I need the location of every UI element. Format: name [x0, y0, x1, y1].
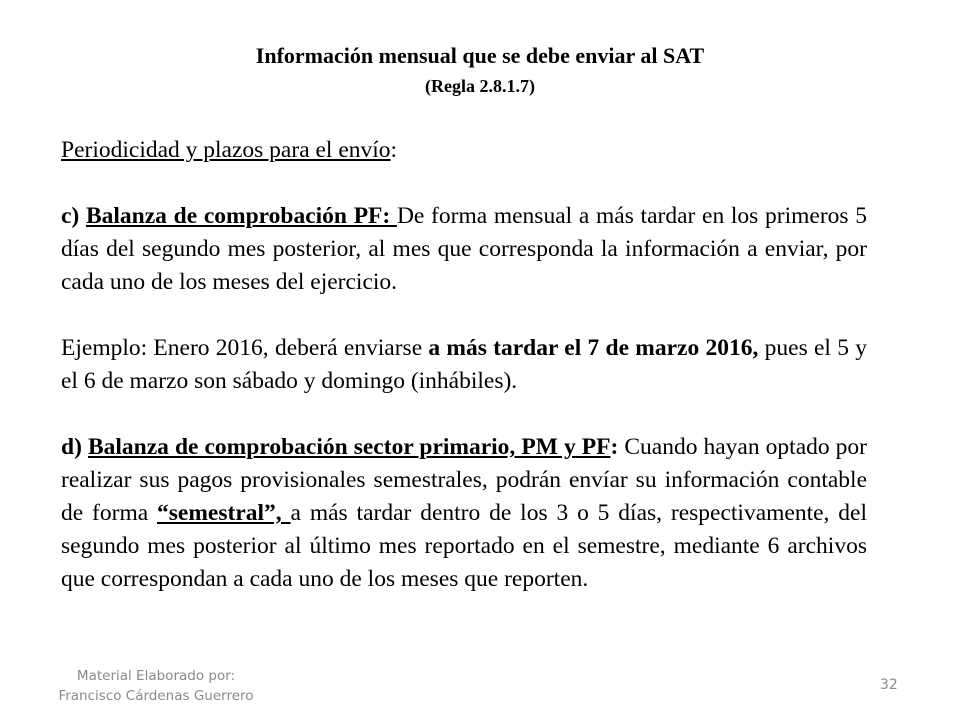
- section-heading-text: Periodicidad y plazos para el envío: [61, 137, 391, 163]
- footer-credit-line2: Francisco Cárdenas Guerrero: [58, 688, 254, 704]
- paragraph-item-d: [61, 431, 867, 596]
- footer-credit: [36, 666, 276, 706]
- page-number: 32: [880, 677, 898, 693]
- item-d-label: Balanza de comprobación sector primario, PM y PF: [87, 434, 611, 460]
- example-deadline: a más tardar el 7 de marzo 2016,: [428, 335, 759, 361]
- item-d-text-before: Cuando hayan optado por realizar sus pagos provisionales semestrales, podrán envíar su información contable de forma: [61, 434, 867, 526]
- item-c-text: De forma mensual a más tardar en los primeros 5 días del segundo mes posterior, al mes que corresponda la información a enviar, por cada uno de los meses del ejercicio.: [61, 203, 868, 295]
- paragraph-example: [61, 332, 867, 398]
- section-heading-colon: :: [390, 137, 398, 163]
- item-d-text-after: a más tardar dentro de los 3 o 5 días, respectivamente, del segundo mes posterior al último mes reportado en el semestre, mediante 6 archivos que correspondan a cada uno de los meses que reporten.: [61, 500, 868, 592]
- slide-title: Información mensual que se debe enviar al SAT: [255, 43, 705, 68]
- paragraph-item-c: [61, 200, 867, 299]
- section-heading: [61, 134, 867, 167]
- example-text-after: pues el 5 y el 6 de marzo son sábado y domingo (inhábiles).: [61, 335, 867, 394]
- footer-credit-line1: Material Elaborado por:: [76, 668, 236, 684]
- slide-body: [61, 134, 867, 596]
- slide-subtitle: (Regla 2.8.1.7): [425, 76, 535, 96]
- item-c-label: Balanza de comprobación PF:: [85, 203, 397, 229]
- item-c-prefix: c): [61, 203, 86, 229]
- item-d-emphasis: “semestral”,: [157, 500, 291, 526]
- item-d-colon: :: [610, 434, 619, 460]
- item-d-prefix: d): [61, 434, 88, 460]
- example-text-before: Ejemplo: Enero 2016, deberá enviarse: [61, 335, 429, 361]
